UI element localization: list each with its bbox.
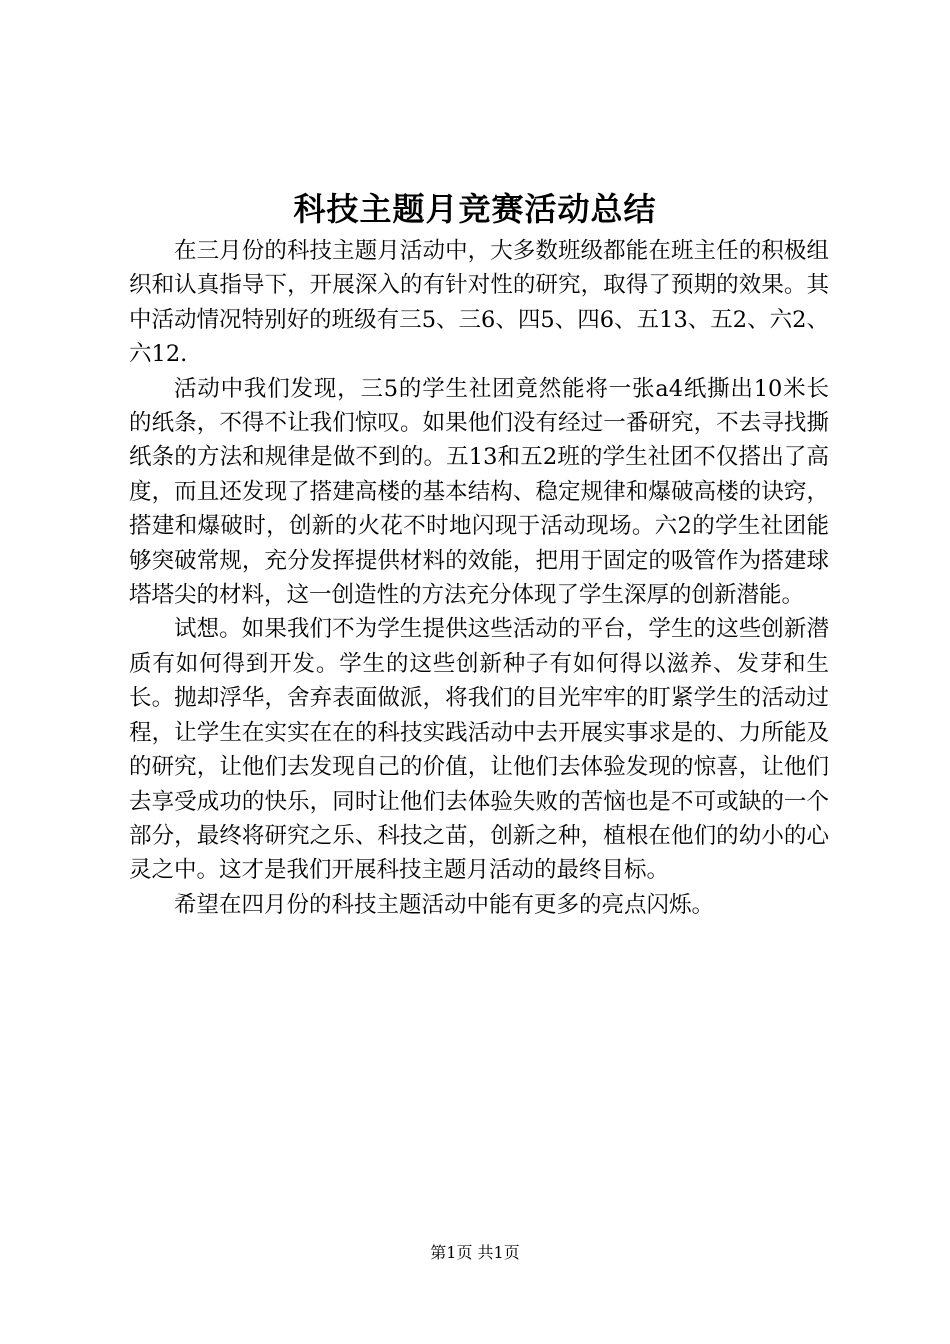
paragraph-1: 在三月份的科技主题月活动中，大多数班级都能在班主任的积极组织和认真指导下，开展深入的有针对性的研究，取得了预期的效果。其中活动情况特别好的班级有三5、三6、四5、四6、五13、五2、六2、六12. <box>129 238 829 368</box>
paragraph-2: 活动中我们发现，三5的学生社团竟然能将一张a4纸撕出10米长的纸条，不得不让我们惊叹。如果他们没有经过一番研究，不去寻找撕纸条的方法和规律是做不到的。五13和五2班的学生社团不仅搭出了高度，而且还发现了搭建高楼的基本结构、稳定规律和爆破高楼的诀窍，搭建和爆破时，创新的火花不时地闪现于活动现场。六2的学生社团能够突破常规，充分发挥提供材料的效能，把用于固定的吸管作为搭建球塔塔尖的材料，这一创造性的方法充分体现了学生深厚的创新潜能。 <box>129 375 829 609</box>
document-title: 科技主题月竞赛活动总结 <box>293 190 657 228</box>
document-body <box>129 234 829 922</box>
paragraph-4: 希望在四月份的科技主题活动中能有更多的亮点闪烁。 <box>174 891 715 918</box>
page-footer: 第1页 共1页 <box>430 1243 520 1262</box>
paragraph-3: 试想。如果我们不为学生提供这些活动的平台，学生的这些创新潜质有如何得到开发。学生的这些创新种子有如何得以滋养、发芽和生长。抛却浮华，舍弃表面做派，将我们的目光牢牢的盯紧学生的活动过程，让学生在实实在在的科技实践活动中去开展实事求是的、力所能及的研究，让他们去发现自己的价值，让他们去体验发现的惊喜，让他们去享受成功的快乐，同时让他们去体验失败的苦恼也是不可或缺的一个部分，最终将研究之乐、科技之苗，创新之种，植根在他们的幼小的心灵之中。这才是我们开展科技主题月活动的最终目标。 <box>129 616 829 884</box>
